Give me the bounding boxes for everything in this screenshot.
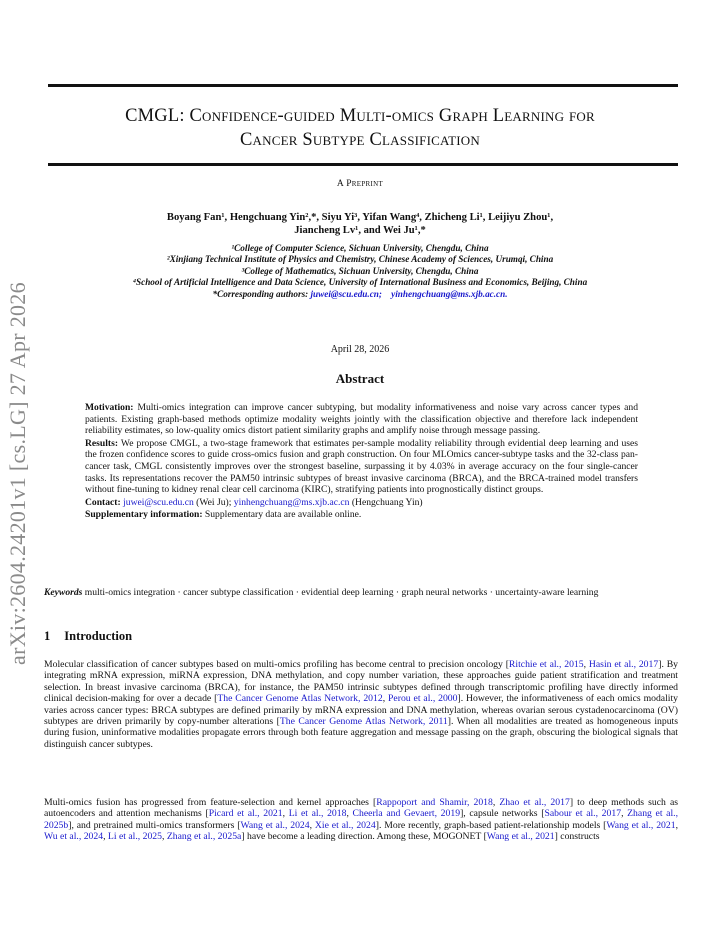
affiliation-4: ⁴School of Artificial Intelligence and Data Science, University of International Business and Economics, Beijing, China (132, 277, 588, 287)
author-list (80, 211, 640, 237)
citation-link[interactable]: Cheerla and Gevaert, 2019 (352, 808, 461, 820)
author-line-1: Boyang Fan¹, Hengchuang Yin²,*, Siyu Yi³, Yifan Wang⁴, Zhicheng Li¹, Leijiyu Zhou¹, (166, 212, 554, 223)
section-number: 1 (44, 629, 51, 643)
motivation-label: Motivation: (85, 402, 134, 413)
citation-link[interactable]: Zhang et al., 2025a (166, 831, 242, 843)
citation-link[interactable]: The Cancer Genome Atlas Network, 2012 (217, 693, 383, 705)
keywords-text: multi-omics integration · cancer subtype classification · evidential deep learning · graph neural networks · uncertainty-aware learning (82, 587, 599, 598)
citation-link[interactable]: Li et al., 2018 (288, 808, 347, 820)
section-heading (44, 629, 132, 644)
affiliation-1: ¹College of Computer Science, Sichuan University, Chengdu, China (231, 243, 489, 253)
citation-link[interactable]: Picard et al., 2021 (208, 808, 283, 820)
citation-link[interactable]: Wang et al., 2021 (486, 831, 555, 843)
citation-link[interactable]: Rappoport and Shamir, 2018 (376, 797, 493, 808)
citation-link[interactable]: Xie et al., 2024 (314, 819, 376, 831)
citation-link[interactable]: Li et al., 2025 (107, 831, 162, 843)
abstract-heading: Abstract (335, 371, 385, 386)
citation-link[interactable]: The Cancer Genome Atlas Network, 2011 (279, 716, 448, 728)
citation-link[interactable]: Zhao et al., 2017 (499, 797, 570, 808)
citation-link[interactable]: Wu et al., 2024 (44, 831, 104, 843)
abstract-motivation (85, 402, 638, 437)
citation-link[interactable]: Sabour et al., 2017 (544, 808, 622, 820)
title-top-rule (48, 84, 678, 87)
corresponding-authors (40, 289, 680, 300)
contact-name-2: (Hengchuang Yin) (349, 496, 423, 508)
keywords-label: Keywords (44, 587, 83, 598)
citation-link[interactable]: Wang et al., 2021 (606, 819, 676, 831)
supplementary-text: Supplementary data are available online. (202, 509, 362, 521)
author-line-2: Jiancheng Lv¹, and Wei Ju¹,* (294, 225, 426, 236)
intro-paragraph-1: Molecular classification of cancer subtypes based on multi-omics profiling has become central to precision oncology [Ritchie et al., 2015, Hasin et al., 2017]. By integrating mRNA expression, miRNA expression, DNA methylation, and copy number variation, these approaches guide patient stratification and treatment selection. In breast invasive carcinoma (BRCA), for instance, the PAM50 intrinsic subtypes defined through transcriptomic profiling have directly informed clinical decision-making for over a decade [The Cancer Genome Atlas Network, 2012, Perou et al., 2000]. However, the informativeness of each omics modality varies across cancer types: BRCA subtypes are defined primarily by mRNA expression and DNA methylation, whereas ovarian serous cystadenocarcinoma (OV) subtypes are driven primarily by copy-number alterations [The Cancer Genome Atlas Network, 2011]. When all modalities are treated as homogeneous inputs during fusion, uninformative modalities propagate errors through both feature aggregation and message passing on the graph, obscuring the biological signals that distinguish cancer subtypes. (44, 659, 679, 750)
contact-email-1[interactable]: juwei@scu.edu.cn (123, 496, 194, 508)
paper-title-line1: CMGL: Confidence-guided Multi-omics Graph Learning for (125, 106, 595, 126)
affiliation-2: ²Xinjiang Technical Institute of Physics and Chemistry, Chinese Academy of Sciences, Urumqi, China (166, 254, 554, 264)
citation-link[interactable]: Hasin et al., 2017 (588, 659, 659, 670)
preprint-label: A Preprint (336, 179, 384, 189)
corresponding-label: *Corresponding authors: (212, 289, 309, 299)
motivation-text: Multi-omics integration can improve cancer subtyping, but modality informativeness and noise vary across cancer types and patients. Existing graph-based methods optimize modality weights jointly with the classification objective and therefore lack independent reliability estimates, so low-quality omics distort patient similarity graphs and amplify noise through message passing. (85, 402, 638, 437)
affiliation-3: ³College of Mathematics, Sichuan University, Chengdu, China (241, 266, 479, 276)
corresponding-email-1[interactable]: juwei@scu.edu.cn; (310, 289, 382, 299)
contact-email-2[interactable]: yinhengchuang@ms.xjb.ac.cn (233, 496, 350, 508)
citation-link[interactable]: Wang et al., 2024 (240, 819, 310, 831)
paper-title-line2: Cancer Subtype Classification (240, 130, 480, 150)
title-bottom-rule (48, 163, 678, 166)
citation-link[interactable]: Perou et al., 2000 (388, 693, 458, 705)
results-text: We propose CMGL, a two-stage framework that estimates per-sample modality reliability through evidential deep learning and uses the frozen confidence scores to guide cross-omics fusion and graph construction. On four MLOmics cancer-subtype tasks and the 32-class pan-cancer task, CMGL consistently improves over the strongest baseline, surpassing it by 4.03% in average accuracy on the four single-cancer tasks. Its representations recover the PAM50 intrinsic subtypes of breast invasive carcinoma (BRCA), and the BRCA-trained model transfers without fine-tuning to kidney renal clear cell carcinoma (KIRC), stratifying patients into prognostically distinct groups. (85, 437, 638, 496)
supplementary-label: Supplementary information: (85, 509, 203, 521)
contact-name-1: (Wei Ju); (193, 496, 234, 508)
publication-date: April 28, 2026 (330, 344, 390, 355)
keywords (44, 587, 680, 599)
abstract-supplementary (85, 509, 638, 521)
corresponding-email-2[interactable]: yinhengchuang@ms.xjb.ac.cn. (391, 289, 508, 299)
results-label: Results: (85, 437, 119, 449)
section-title: Introduction (64, 629, 133, 643)
citation-link[interactable]: Zhang et al., 2025b (44, 808, 679, 831)
intro-paragraph-2: Multi-omics fusion has progressed from feature-selection and kernel approaches [Rappoport and Shamir, 2018, Zhao et al., 2017] to deep methods such as autoencoders and attention mechanisms [Picard et al., 2021, Li et al., 2018, Cheerla and Gevaert, 2019], capsule networks [Sabour et al., 2017, Zhang et al., 2025b], and pretrained multi-omics transformers [Wang et al., 2024, Xie et al., 2024]. More recently, graph-based patient-relationship models [Wang et al., 2021, Wu et al., 2024, Li et al., 2025, Zhang et al., 2025a] have become a leading direction. Among these, MOGONET [Wang et al., 2021] constructs (44, 797, 679, 843)
arxiv-id-stamp: arXiv:2604.24201v1 [cs.LG] 27 Apr 2026 (5, 282, 30, 665)
contact-label: Contact: (85, 496, 121, 508)
citation-link[interactable]: Ritchie et al., 2015 (508, 659, 584, 670)
abstract-results (85, 438, 638, 496)
abstract-contact (85, 497, 638, 509)
abstract-body (85, 402, 638, 522)
